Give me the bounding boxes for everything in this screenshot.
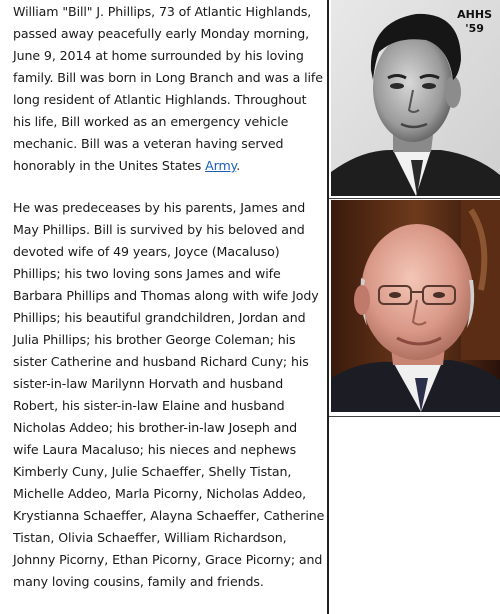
paragraph-1-text: William "Bill" J. Phillips, 73 of Atlantic Highlands, passed away peacefully early Monday morning, June 9, 2014 at home surrounded by his loving family. Bill was born in Long Branch and was a life long resident of Atlantic Highlands. Throughout his life, Bill worked as an emergency vehicle mechanic. Bill was a veteran having served honorably in the Unites States — [13, 4, 323, 173]
army-link[interactable]: Army — [205, 158, 237, 173]
obituary-paragraph-1 — [13, 0, 325, 177]
paragraph-1-end: . — [236, 158, 241, 173]
obituary-paragraph-2: He was predeceases by his parents, James and May Phillips. Bill is survived by his beloved and devoted wife of 49 years, Joyce (Macaluso) Phillips; his two loving sons James and wife Barbara Phillips and Thomas along with wife Jody Phillips; his beautiful grandchildren, Jordan and Julia Phillips; his brother George Coleman; his sister Catherine and husband Richard Cuny; his sister-in-law Marilynn Horvath and husband Robert, his sister-in-law Elaine and husband Nicholas Addeo; his brother-in-law Joseph and wife Laura Macaluso; his nieces and nephews Kimberly Cuny, Julie Schaeffer, Shelly Tistan, Michelle Addeo, Marla Picorny, Nicholas Addeo, Krystianna Schaeffer, Alayna Schaeffer, Catherine Tistan, Olivia Schaeffer, William Richardson, Johnny Picorny, Ethan Picorny, Grace Picorny; and many loving cousins, family and friends. — [13, 200, 325, 589]
photo-divider-bottom — [329, 416, 500, 417]
yearbook-photo — [331, 0, 500, 196]
recent-portrait-image — [331, 200, 500, 412]
photo-divider-top — [329, 198, 500, 199]
yearbook-caption — [457, 8, 492, 36]
recent-photo — [331, 200, 500, 412]
yearbook-caption-school: AHHS — [457, 8, 492, 21]
yearbook-caption-year: '59 — [465, 22, 484, 35]
column-divider — [327, 0, 329, 614]
obituary-text — [13, 0, 325, 593]
